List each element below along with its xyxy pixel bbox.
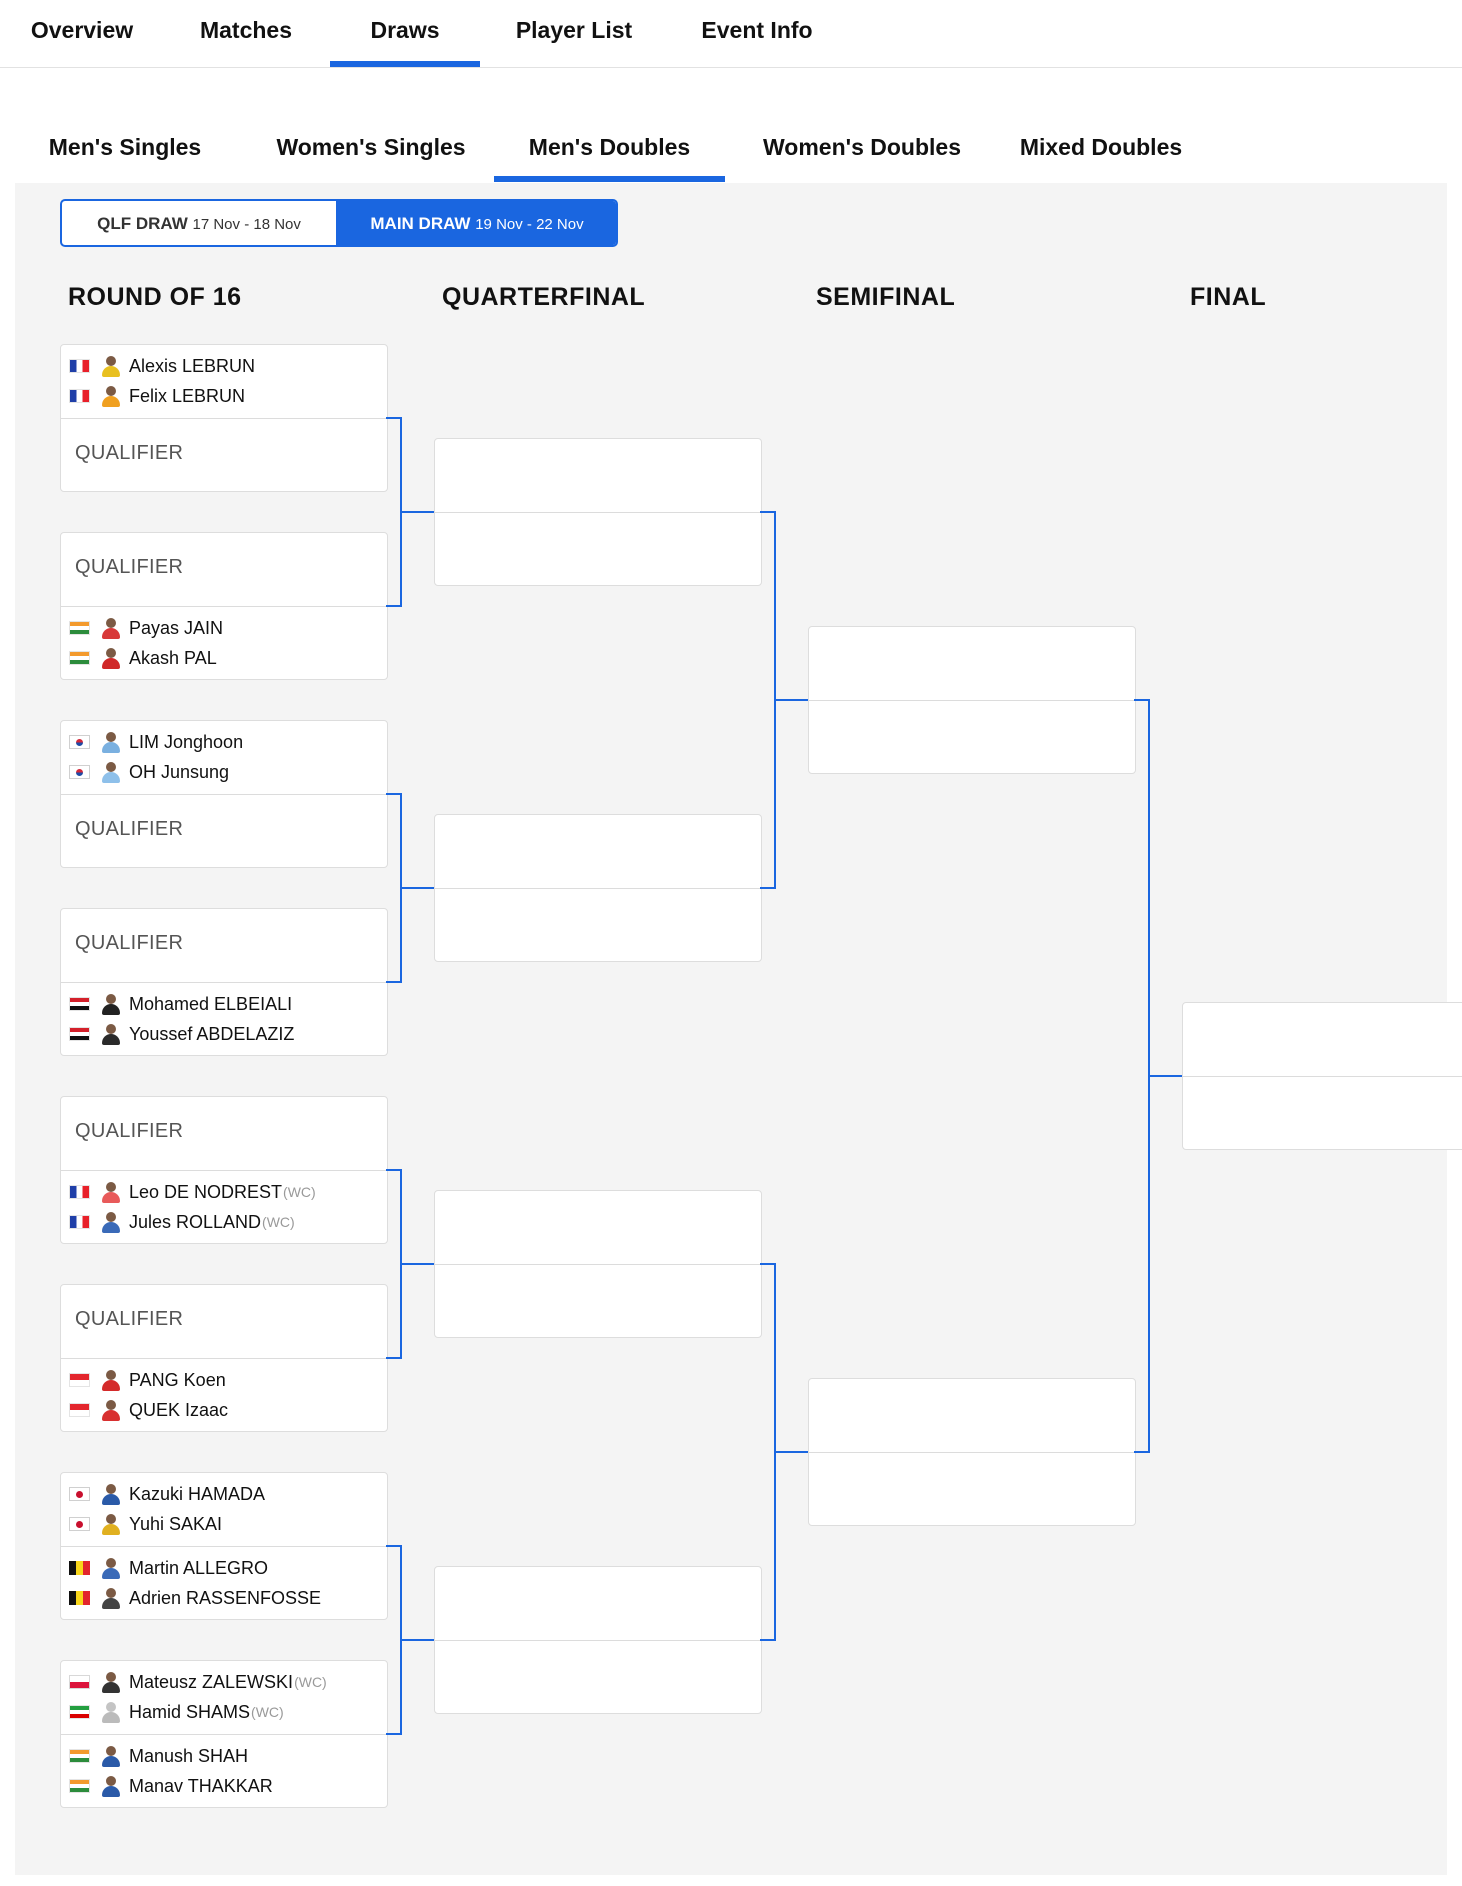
tab-overview[interactable]: Overview: [30, 17, 134, 43]
tab-draws[interactable]: Draws: [330, 0, 480, 67]
player-name[interactable]: Martin ALLEGRO: [129, 1557, 269, 1578]
qlf-draw-dates: 17 Nov - 18 Nov: [192, 216, 301, 233]
player-avatar-icon: [101, 1369, 121, 1391]
tab-womens-singles[interactable]: Women's Singles: [276, 134, 466, 160]
player-name[interactable]: Akash PAL: [129, 647, 217, 668]
player-name[interactable]: Adrien RASSENFOSSE: [129, 1587, 322, 1608]
player-avatar-icon: [101, 1181, 121, 1203]
player-name[interactable]: OH Junsung: [129, 761, 230, 782]
player-row[interactable]: [69, 758, 229, 786]
team-slot[interactable]: [435, 1191, 761, 1264]
flag-icon: [69, 1561, 90, 1575]
player-name[interactable]: Mateusz ZALEWSKI: [129, 1671, 294, 1692]
player-avatar-icon: [101, 1775, 121, 1797]
bracket-connector-stub: [400, 887, 434, 889]
qualifier-label: QUALIFIER: [75, 932, 184, 954]
player-avatar-icon: [101, 731, 121, 753]
team-slot[interactable]: [61, 1735, 387, 1808]
player-avatar-icon: [101, 1671, 121, 1693]
qualifier-label: QUALIFIER: [75, 442, 184, 464]
player-name[interactable]: Youssef ABDELAZIZ: [129, 1023, 295, 1044]
player-name[interactable]: Hamid SHAMS: [129, 1701, 251, 1722]
qlf-draw-option[interactable]: [62, 201, 336, 245]
r16-match-card[interactable]: [60, 1284, 388, 1432]
r16-match-card[interactable]: [60, 908, 388, 1056]
flag-icon: [69, 1185, 90, 1199]
team-slot[interactable]: [809, 701, 1135, 774]
player-name[interactable]: LIM Jonghoon: [129, 731, 244, 752]
player-avatar-icon: [101, 385, 121, 407]
team-slot[interactable]: [435, 513, 761, 586]
team-slot[interactable]: [435, 1265, 761, 1338]
flag-icon: [69, 651, 90, 665]
player-avatar-icon: [101, 1745, 121, 1767]
team-slot[interactable]: [1183, 1003, 1462, 1076]
team-slot[interactable]: [61, 1661, 387, 1734]
team-slot[interactable]: [61, 909, 387, 982]
qlf-draw-label: QLF DRAW: [97, 214, 188, 233]
tab-player-list[interactable]: Player List: [515, 17, 633, 43]
player-name[interactable]: Kazuki HAMADA: [129, 1483, 266, 1504]
flag-icon: [69, 765, 90, 779]
final-match-card[interactable]: [1182, 1002, 1462, 1150]
bracket-connector-stub: [774, 699, 808, 701]
team-slot[interactable]: [61, 1547, 387, 1620]
player-row[interactable]: [69, 990, 292, 1018]
flag-icon: [69, 1487, 90, 1501]
flag-icon: [69, 1403, 90, 1417]
team-slot[interactable]: [61, 983, 387, 1056]
player-row[interactable]: [69, 1510, 222, 1538]
team-slot[interactable]: [61, 345, 387, 418]
flag-icon: [69, 1591, 90, 1605]
player-row[interactable]: [69, 614, 223, 642]
qf-match-card[interactable]: [434, 438, 762, 586]
player-avatar-icon: [101, 1557, 121, 1579]
main-draw-label: MAIN DRAW: [370, 214, 471, 233]
team-slot[interactable]: [61, 533, 387, 606]
bracket-connector-stub: [400, 1639, 434, 1641]
qualifier-label: QUALIFIER: [75, 1120, 184, 1142]
team-slot[interactable]: [435, 815, 761, 888]
flag-icon: [69, 735, 90, 749]
player-name[interactable]: PANG Koen: [129, 1369, 226, 1390]
team-slot[interactable]: [61, 1359, 387, 1432]
wildcard-badge: (WC): [283, 1184, 316, 1200]
player-row[interactable]: [69, 728, 243, 756]
event-tabs: [15, 112, 1447, 182]
player-avatar-icon: [101, 993, 121, 1015]
player-avatar-icon: [101, 617, 121, 639]
player-row[interactable]: [69, 1480, 265, 1508]
team-slot[interactable]: [61, 721, 387, 794]
tab-mens-singles[interactable]: Men's Singles: [48, 134, 202, 160]
flag-icon: [69, 1705, 90, 1719]
team-slot[interactable]: [61, 419, 387, 492]
team-slot[interactable]: [1183, 1077, 1462, 1150]
qf-match-card[interactable]: [434, 1190, 762, 1338]
player-name[interactable]: QUEK Izaac: [129, 1399, 229, 1420]
flag-icon: [69, 1675, 90, 1689]
player-row[interactable]: [69, 1396, 228, 1424]
r16-match-card[interactable]: [60, 532, 388, 680]
r16-match-card[interactable]: [60, 720, 388, 868]
player-name[interactable]: Yuhi SAKAI: [129, 1513, 223, 1534]
team-slot[interactable]: [61, 1097, 387, 1170]
r16-match-card[interactable]: [60, 1660, 388, 1808]
draw-toggle: [60, 199, 618, 247]
player-row[interactable]: [69, 1742, 248, 1770]
tab-womens-doubles[interactable]: Women's Doubles: [762, 134, 961, 160]
bracket-connector-stub: [400, 511, 434, 513]
player-avatar-icon: [101, 1513, 121, 1535]
team-slot[interactable]: [435, 439, 761, 512]
player-avatar-icon: [101, 355, 121, 377]
player-row[interactable]: [69, 1020, 294, 1048]
qf-match-card[interactable]: [434, 814, 762, 962]
player-avatar-icon: [101, 647, 121, 669]
bracket-connector-stub: [1148, 1075, 1182, 1077]
team-slot[interactable]: [61, 607, 387, 680]
r16-match-card[interactable]: [60, 1472, 388, 1620]
flag-icon: [69, 1779, 90, 1793]
team-slot[interactable]: [61, 795, 387, 868]
player-row[interactable]: [69, 644, 217, 672]
r16-match-card[interactable]: [60, 1096, 388, 1244]
player-name[interactable]: Leo DE NODREST: [129, 1181, 283, 1202]
flag-icon: [69, 1517, 90, 1531]
player-row[interactable]: [69, 382, 245, 410]
player-name[interactable]: Manush SHAH: [129, 1745, 249, 1766]
player-name[interactable]: Jules ROLLAND: [129, 1211, 262, 1232]
player-row[interactable]: [69, 1208, 295, 1236]
flag-icon: [69, 1373, 90, 1387]
team-slot[interactable]: [435, 889, 761, 962]
round-heading-qf: QUARTERFINAL: [442, 283, 646, 311]
sf-match-card[interactable]: [808, 1378, 1136, 1526]
team-slot[interactable]: [809, 1379, 1135, 1452]
flag-icon: [69, 1215, 90, 1229]
player-row[interactable]: [69, 1366, 226, 1394]
tab-matches[interactable]: Matches: [199, 17, 293, 43]
player-avatar-icon: [101, 1023, 121, 1045]
player-name[interactable]: Manav THAKKAR: [129, 1775, 273, 1796]
wildcard-badge: (WC): [294, 1674, 327, 1690]
qualifier-label: QUALIFIER: [75, 556, 184, 578]
flag-icon: [69, 1749, 90, 1763]
qualifier-label: QUALIFIER: [75, 1308, 184, 1330]
main-draw-option[interactable]: [336, 201, 618, 245]
qf-match-card[interactable]: [434, 1566, 762, 1714]
player-avatar-icon: [101, 761, 121, 783]
round-heading-final: FINAL: [1190, 283, 1267, 311]
player-row[interactable]: [69, 1772, 273, 1800]
team-slot[interactable]: [61, 1285, 387, 1358]
player-row[interactable]: [69, 1668, 327, 1696]
team-slot[interactable]: [809, 1453, 1135, 1526]
player-row[interactable]: [69, 352, 255, 380]
flag-icon: [69, 621, 90, 635]
player-avatar-icon: [101, 1399, 121, 1421]
team-slot[interactable]: [61, 1171, 387, 1244]
player-avatar-icon: [101, 1211, 121, 1233]
player-row[interactable]: [69, 1554, 268, 1582]
bracket-connector-stub: [400, 1263, 434, 1265]
player-name[interactable]: Mohamed ELBEIALI: [129, 993, 293, 1014]
player-avatar-icon: [101, 1701, 121, 1723]
sf-match-card[interactable]: [808, 626, 1136, 774]
team-slot[interactable]: [435, 1641, 761, 1714]
flag-icon: [69, 1027, 90, 1041]
team-slot[interactable]: [435, 1567, 761, 1640]
round-heading-sf: SEMIFINAL: [816, 283, 956, 311]
player-name[interactable]: Payas JAIN: [129, 617, 224, 638]
wildcard-badge: (WC): [251, 1704, 284, 1720]
round-heading-r16: ROUND OF 16: [68, 283, 242, 311]
player-avatar-icon: [101, 1483, 121, 1505]
flag-icon: [69, 359, 90, 373]
player-row[interactable]: [69, 1698, 284, 1726]
player-row[interactable]: [69, 1178, 316, 1206]
team-slot[interactable]: [809, 627, 1135, 700]
bracket-connector-stub: [774, 1451, 808, 1453]
main-draw-dates: 19 Nov - 22 Nov: [475, 216, 584, 233]
tab-mens-doubles[interactable]: Men's Doubles: [494, 112, 725, 182]
qualifier-label: QUALIFIER: [75, 818, 184, 840]
team-slot[interactable]: [61, 1473, 387, 1546]
r16-match-card[interactable]: [60, 344, 388, 492]
tab-mixed-doubles[interactable]: Mixed Doubles: [1019, 134, 1183, 160]
wildcard-badge: (WC): [262, 1214, 295, 1230]
flag-icon: [69, 997, 90, 1011]
player-avatar-icon: [101, 1587, 121, 1609]
player-row[interactable]: [69, 1584, 321, 1612]
flag-icon: [69, 389, 90, 403]
player-name[interactable]: Felix LEBRUN: [129, 385, 246, 406]
tab-event-info[interactable]: Event Info: [701, 17, 813, 43]
player-name[interactable]: Alexis LEBRUN: [129, 355, 256, 376]
top-nav: [0, 0, 1462, 68]
